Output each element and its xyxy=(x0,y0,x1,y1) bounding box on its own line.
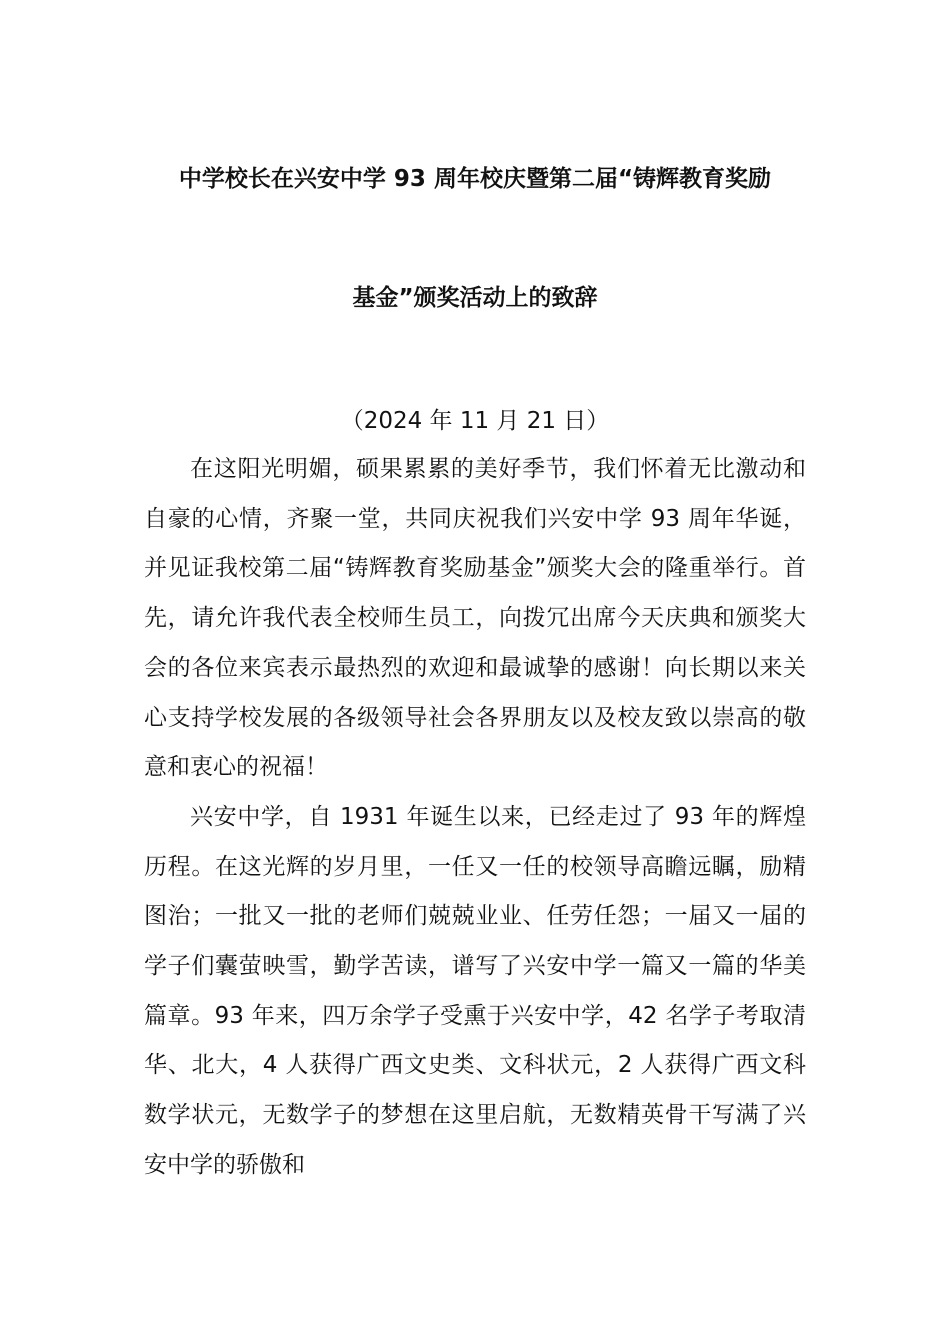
paragraph-2: 兴安中学，自 1931 年诞生以来，已经走过了 93 年的辉煌历程。在这光辉的岁月里，一任又一任的校领导高瞻远瞩，励精图治；一批又一批的老师们兢兢业业、任劳任怨；一届又一届的学子们囊萤映雪，勤学苦读，谱写了兴安中学一篇又一篇的华美篇章。93 年来，四万余学子受熏于兴安中学，42 名学子考取清华、北大，4 人获得广西文史类、文科状元，2 人获得广西文科数学状元，无数学子的梦想在这里启航，无数精英骨干写满了兴安中学的骄傲和 xyxy=(144,803,806,1178)
paragraph-1: 在这阳光明媚，硕果累累的美好季节，我们怀着无比激动和自豪的心情，齐聚一堂，共同庆祝我们兴安中学 93 周年华诞，并见证我校第二届“铸辉教育奖励基金”颁奖大会的隆重举行。首先，请允许我代表全校师生员工，向拨冗出席今天庆典和颁奖大会的各位来宾表示最热烈的欢迎和最诚挚的感谢！向长期以来关心支持学校发展的各级领导社会各界朋友以及校友致以崇高的敬意和衷心的祝福！ xyxy=(144,456,806,781)
document-title-line-2: 基金”颁奖活动上的致辞 xyxy=(352,285,598,311)
document-title-line-1: 中学校长在兴安中学 93 周年校庆暨第二届“铸辉教育奖励 xyxy=(178,166,772,192)
document-date: （2024 年 11 月 21 日） xyxy=(340,408,610,434)
document-body xyxy=(144,445,806,1191)
